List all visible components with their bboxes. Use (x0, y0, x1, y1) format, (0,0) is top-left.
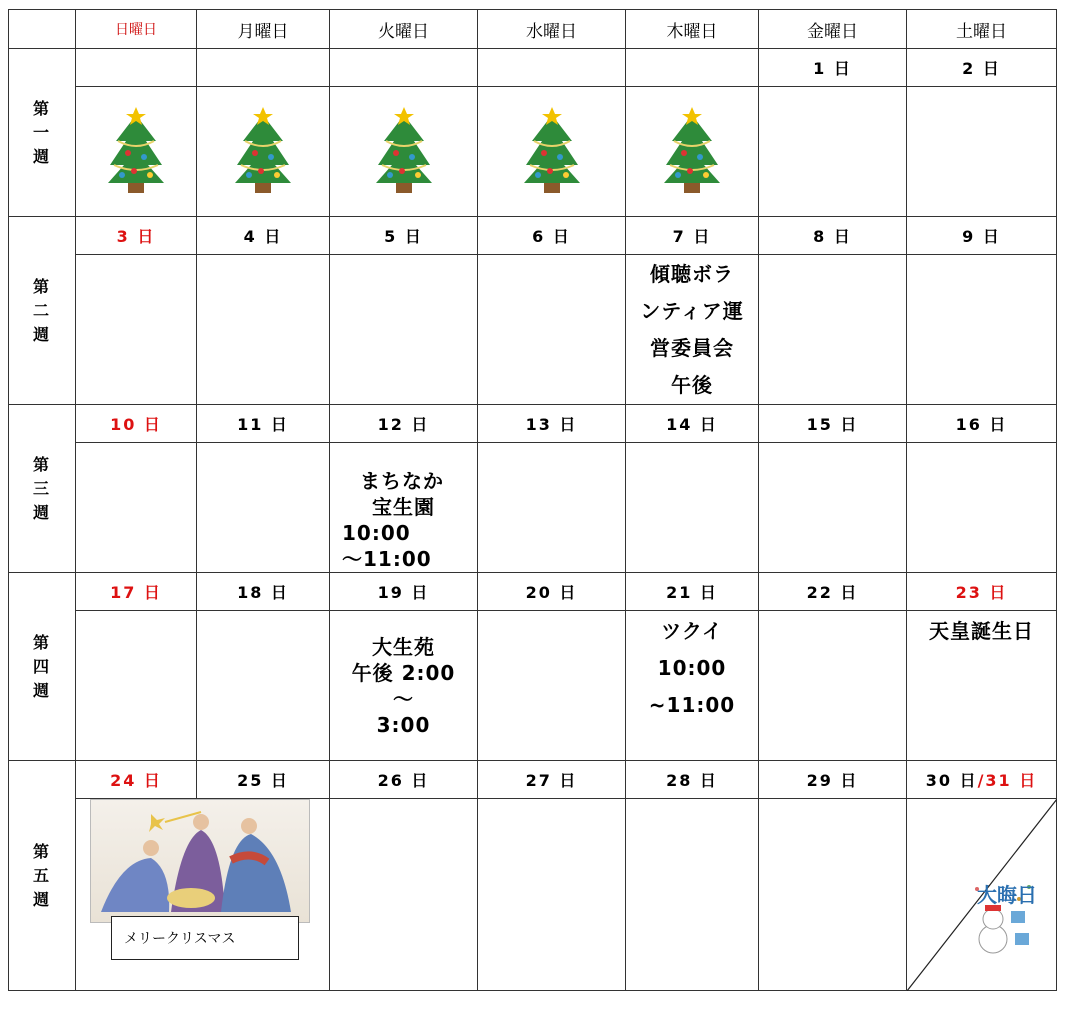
date-cell: 5 日 (330, 217, 478, 255)
date-cell (197, 49, 330, 87)
date-cell: 23 日 (907, 573, 1057, 611)
header-tuesday: 火曜日 (330, 10, 478, 49)
date-row (9, 49, 1057, 87)
day-cell (478, 443, 626, 573)
event-cell (330, 443, 478, 573)
day-cell (478, 255, 626, 405)
event-line: 午後 2:00 (351, 660, 456, 685)
header-saturday: 土曜日 (907, 10, 1057, 49)
date-cell: 30 日/31 日 (907, 761, 1057, 799)
nativity-illustration (90, 799, 310, 947)
event-line: ～11:00 (342, 547, 432, 571)
day-cell (759, 87, 907, 217)
christmas-tree-icon (231, 107, 295, 197)
date-cell: 11 日 (197, 405, 330, 443)
date-cell: 26 日 (330, 761, 478, 799)
day-cell (197, 87, 330, 217)
date-cell: 18 日 (197, 573, 330, 611)
date-cell (478, 49, 626, 87)
event-line: 大生苑 (372, 634, 435, 659)
day-cell (626, 87, 759, 217)
oomisoka-cell (907, 799, 1057, 991)
event-cell (626, 611, 759, 761)
caption-box: メリークリスマス (111, 916, 299, 960)
date-row (9, 573, 1057, 611)
event-line: ~11:00 (648, 693, 736, 717)
header-sunday: 日曜日 (76, 10, 197, 49)
day-cell (759, 443, 907, 573)
date-cell: 15 日 (759, 405, 907, 443)
day-cell (759, 611, 907, 761)
content-row (9, 611, 1057, 761)
day-cell (907, 443, 1057, 573)
content-row (9, 255, 1057, 405)
day-cell (76, 611, 197, 761)
week-label: 第 一 週 (9, 49, 76, 217)
event-cell (626, 255, 759, 405)
day-cell (330, 255, 478, 405)
week-label: 第 四 週 (9, 573, 76, 761)
date-cell: 4 日 (197, 217, 330, 255)
date-cell: 16 日 (907, 405, 1057, 443)
date-cell: 3 日 (76, 217, 197, 255)
header-monday: 月曜日 (197, 10, 330, 49)
christmas-tree-icon (372, 107, 436, 197)
date-cell: 24 日 (76, 761, 197, 799)
day-cell (759, 799, 907, 991)
event-line: まちなか (360, 469, 444, 493)
header-thursday: 木曜日 (626, 10, 759, 49)
date-cell: 14 日 (626, 405, 759, 443)
event-line: ツクイ (661, 619, 723, 643)
christmas-tree-icon (520, 107, 584, 197)
day-cell (478, 87, 626, 217)
content-row (9, 443, 1057, 573)
day-cell (197, 443, 330, 573)
date-cell: 13 日 (478, 405, 626, 443)
event-cell (330, 611, 478, 761)
header-friday: 金曜日 (759, 10, 907, 49)
date-cell (76, 49, 197, 87)
event-line: 3:00 (376, 712, 431, 737)
corner-cell (9, 10, 76, 49)
date-cell (626, 49, 759, 87)
week-label: 第 五 週 (9, 761, 76, 991)
week-label: 第 二 週 (9, 217, 76, 405)
day-cell (76, 87, 197, 217)
snowman-oomisoka-icon (969, 879, 1039, 961)
date-cell: 29 日 (759, 761, 907, 799)
date-cell: 8 日 (759, 217, 907, 255)
holiday-label: 天皇誕生日 (929, 619, 1034, 643)
date-cell: 21 日 (626, 573, 759, 611)
event-line: 宝生園 (372, 495, 435, 519)
event-cell (907, 611, 1057, 761)
date-cell: 12 日 (330, 405, 478, 443)
day-cell (478, 611, 626, 761)
date-cell: 10 日 (76, 405, 197, 443)
day-cell (626, 799, 759, 991)
date-cell: 27 日 (478, 761, 626, 799)
event-line: 午後 (671, 372, 713, 397)
week-label: 第 三 週 (9, 405, 76, 573)
event-line: ～ (393, 686, 414, 711)
day-cell (907, 87, 1057, 217)
day-cell (330, 87, 478, 217)
date-cell: 28 日 (626, 761, 759, 799)
date-cell: 20 日 (478, 573, 626, 611)
day-cell (76, 443, 197, 573)
weekday-header-row (9, 10, 1057, 49)
event-line: 10:00 (342, 521, 411, 545)
content-row (9, 87, 1057, 217)
calendar-table (8, 9, 1057, 991)
date-cell: 19 日 (330, 573, 478, 611)
day-cell (907, 255, 1057, 405)
date-cell: 6 日 (478, 217, 626, 255)
event-line: 傾聴ボラ (650, 261, 734, 286)
event-line: 営委員会 (650, 335, 734, 360)
date-cell: 7 日 (626, 217, 759, 255)
date-cell: 22 日 (759, 573, 907, 611)
christmas-cell (76, 799, 330, 991)
date-cell: 17 日 (76, 573, 197, 611)
christmas-tree-icon (104, 107, 168, 197)
date-row (9, 405, 1057, 443)
date-row (9, 217, 1057, 255)
date-row (9, 761, 1057, 799)
day-cell (626, 443, 759, 573)
day-cell (330, 799, 478, 991)
day-cell (197, 611, 330, 761)
header-wednesday: 水曜日 (478, 10, 626, 49)
day-cell (759, 255, 907, 405)
event-line: ンティア運 (640, 298, 744, 323)
oomisoka-text: 大晦日 (977, 883, 1037, 907)
date-cell: 9 日 (907, 217, 1057, 255)
christmas-tree-icon (660, 107, 724, 197)
date-cell: 1 日 (759, 49, 907, 87)
day-cell (197, 255, 330, 405)
event-line: 10:00 (657, 656, 727, 680)
day-cell (478, 799, 626, 991)
date-cell: 25 日 (197, 761, 330, 799)
date-cell (330, 49, 478, 87)
day-cell (76, 255, 197, 405)
content-row (9, 799, 1057, 991)
date-cell: 2 日 (907, 49, 1057, 87)
